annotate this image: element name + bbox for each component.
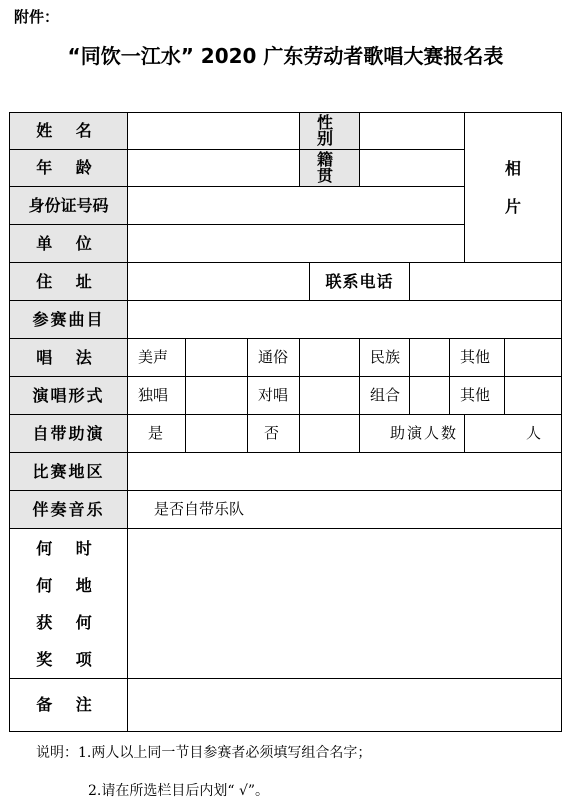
- phone-field[interactable]: [410, 263, 562, 301]
- unit-label: 单 位: [10, 225, 128, 263]
- address-label: 住 址: [10, 263, 128, 301]
- check-duet[interactable]: [300, 377, 360, 415]
- check-other-form[interactable]: [505, 377, 562, 415]
- attachment-label: 附件：: [14, 8, 60, 26]
- phone-label: 联系电话: [310, 263, 410, 301]
- awards-line-3: 获 何: [36, 612, 101, 632]
- check-yes[interactable]: [186, 415, 248, 453]
- singing-form-label: 演唱形式: [10, 377, 128, 415]
- gender-field[interactable]: [360, 113, 465, 150]
- check-solo[interactable]: [186, 377, 248, 415]
- row-remarks: [10, 679, 562, 732]
- row-self-assist: [10, 415, 562, 453]
- music-label: 伴奏音乐: [10, 491, 128, 529]
- photo-cell[interactable]: [465, 113, 562, 263]
- note-line-2: 2.请在所选栏目后内划“ √”。: [88, 783, 270, 799]
- form-title: “同饮一江水” 2020 广东劳动者歌唱大赛报名表: [67, 44, 504, 68]
- option-solo: 独唱: [128, 377, 186, 415]
- check-folk[interactable]: [410, 339, 450, 377]
- row-address: [10, 263, 562, 301]
- registration-form: [9, 112, 562, 732]
- awards-field[interactable]: [128, 529, 562, 679]
- remarks-field[interactable]: [128, 679, 562, 732]
- awards-line-4: 奖 项: [36, 649, 101, 669]
- check-pop[interactable]: [300, 339, 360, 377]
- check-bel-canto[interactable]: [186, 339, 248, 377]
- music-value: 是否自带乐队: [154, 500, 245, 518]
- region-label: 比赛地区: [10, 453, 128, 491]
- row-music: [10, 491, 562, 529]
- row-name: [10, 113, 562, 150]
- option-folk: 民族: [360, 339, 410, 377]
- option-group: 组合: [360, 377, 410, 415]
- option-other-form: 其他: [450, 377, 505, 415]
- id-number-field[interactable]: [128, 187, 465, 225]
- option-bel-canto: 美声: [128, 339, 186, 377]
- origin-label: 籍 贯: [300, 150, 360, 187]
- row-song: [10, 301, 562, 339]
- option-other-style: 其他: [450, 339, 505, 377]
- id-number-label: 身份证号码: [10, 187, 128, 225]
- row-singing-style: [10, 339, 562, 377]
- photo-label-2: 片: [505, 196, 522, 216]
- music-field[interactable]: [128, 491, 562, 529]
- check-no[interactable]: [300, 415, 360, 453]
- unit-field[interactable]: [128, 225, 465, 263]
- check-other-style[interactable]: [505, 339, 562, 377]
- age-field[interactable]: [128, 150, 300, 187]
- option-duet: 对唱: [248, 377, 300, 415]
- age-label: 年 龄: [10, 150, 128, 187]
- region-field[interactable]: [128, 453, 562, 491]
- row-region: [10, 453, 562, 491]
- photo-label-1: 相: [505, 158, 522, 178]
- name-field[interactable]: [128, 113, 300, 150]
- self-assist-label: 自带助演: [10, 415, 128, 453]
- row-singing-form: [10, 377, 562, 415]
- origin-field[interactable]: [360, 150, 465, 187]
- check-group[interactable]: [410, 377, 450, 415]
- song-field[interactable]: [128, 301, 562, 339]
- gender-label: 性 别: [300, 113, 360, 150]
- option-pop: 通俗: [248, 339, 300, 377]
- assist-count-unit: 人: [526, 424, 542, 442]
- awards-line-2: 何 地: [36, 575, 101, 595]
- singing-style-label: 唱 法: [10, 339, 128, 377]
- awards-label: [10, 529, 128, 679]
- awards-line-1: 何 时: [36, 538, 101, 558]
- address-field[interactable]: [128, 263, 310, 301]
- name-label: 姓 名: [10, 113, 128, 150]
- option-yes: 是: [128, 415, 186, 453]
- assist-count-label: 助演人数: [360, 415, 465, 453]
- option-no: 否: [248, 415, 300, 453]
- assist-count-field[interactable]: [465, 415, 562, 453]
- note-line-1: 说明：1.两人以上同一节目参赛者必须填写组合名字；: [36, 745, 372, 761]
- row-awards: [10, 529, 562, 679]
- song-label: 参赛曲目: [10, 301, 128, 339]
- remarks-label: 备 注: [10, 679, 128, 732]
